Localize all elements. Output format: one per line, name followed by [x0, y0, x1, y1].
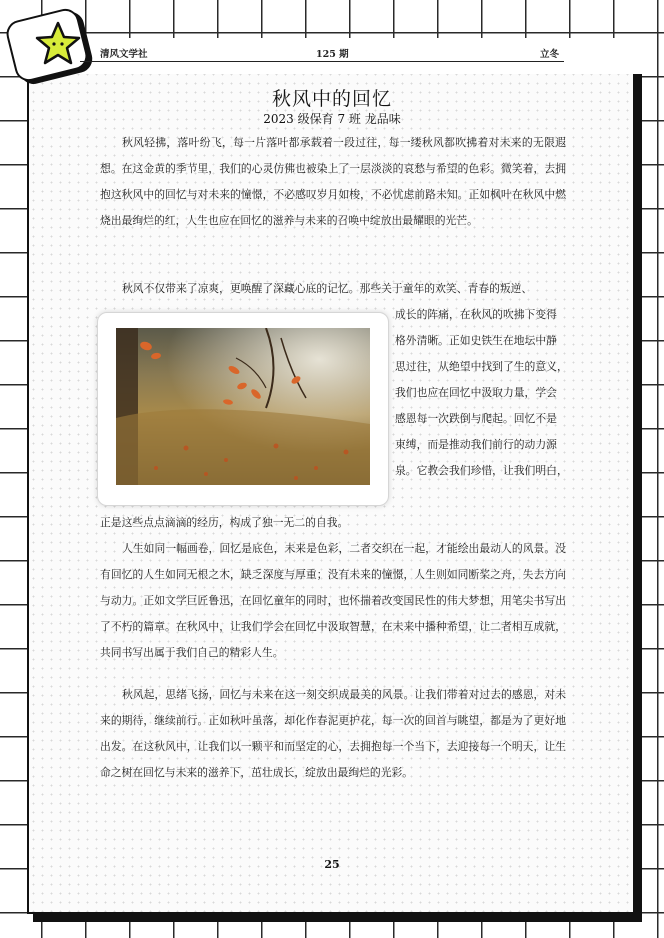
- star-icon: [34, 20, 82, 68]
- paragraph-2-end: 正是这些点点滴滴的经历，构成了独一无二的自我。: [100, 516, 349, 529]
- paragraph-2-intro: 秋风不仅带来了凉爽，更唤醒了深藏心底的记忆。那些关于童年的欢笑、青春的叛逆、: [122, 282, 533, 295]
- wrap-line: 束缚，而是推动我们前行的动力源: [395, 438, 557, 451]
- wrap-line: 格外清晰。正如史铁生在地坛中静: [395, 334, 557, 347]
- paragraph-3: 人生如同一幅画卷，回忆是底色，未来是色彩，二者交织在一起，才能绘出最动人的风景。没有回忆的人生如同无根之木，缺乏深度与厚重；没有未来的憧憬，人生则如同断桨之舟，失去方向与动力。正如文学巨匠鲁迅，在回忆童年的同时，也怀揣着改变国民性的伟大梦想，用笔尖书写出了不朽的篇章。在秋风中，让我们学会在回忆中汲取智慧，在未来中播种希望，让二者相互成就，共同书写出属于我们自己的精彩人生。: [100, 542, 566, 659]
- article-byline: 2023 级保育 7 班 龙品味: [263, 112, 401, 126]
- paragraph-1: 秋风轻拂，落叶纷飞，每一片落叶都承载着一段过往，每一缕秋风都吹拂着对未来的无限遐想。在这金黄的季节里，我们的心灵仿佛也被染上了一层淡淡的哀愁与希望的色彩。微笑着，去拥抱这秋风中的回忆与对未来的憧憬，不必感叹岁月如梭，不必忧虑前路未知。正如枫叶在秋风中燃烧出最绚烂的红，人生也应在回忆的滋养与未来的召唤中绽放出最耀眼的光芒。: [100, 136, 566, 227]
- page-number: 25: [324, 858, 340, 871]
- wrap-line: 感恩每一次跌倒与爬起。回忆不是: [395, 412, 557, 425]
- issue-number: 125 期: [316, 49, 349, 60]
- wrap-line: 思过往，从绝望中找到了生的意义，: [395, 360, 568, 373]
- wrap-line: 泉。它教会我们珍惜，让我们明白，: [395, 464, 568, 477]
- wrap-line: 我们也应在回忆中汲取力量，学会: [395, 386, 557, 399]
- publication-name: 清风文学社: [100, 49, 148, 60]
- season-label: 立冬: [540, 49, 560, 60]
- paragraph-2-wrap: [395, 302, 570, 484]
- autumn-leaves-photo: [116, 328, 370, 485]
- wrap-line: 成长的阵痛，在秋风的吹拂下变得: [395, 308, 557, 321]
- header-divider: [80, 61, 564, 62]
- article-title: 秋风中的回忆: [271, 88, 392, 110]
- paragraph-4: 秋风起，思绪飞扬，回忆与未来在这一刻交织成最美的风景。让我们带着对过去的感恩，对未来的期待，继续前行。正如秋叶虽落，却化作春泥更护花，每一次的回首与眺望，都是为了更好地出发。在这秋风中，让我们以一颗平和而坚定的心，去拥抱每一个当下，去迎接每一个明天，让生命之树在回忆与未来的滋养下，茁壮成长，绽放出最绚烂的光彩。: [100, 688, 566, 779]
